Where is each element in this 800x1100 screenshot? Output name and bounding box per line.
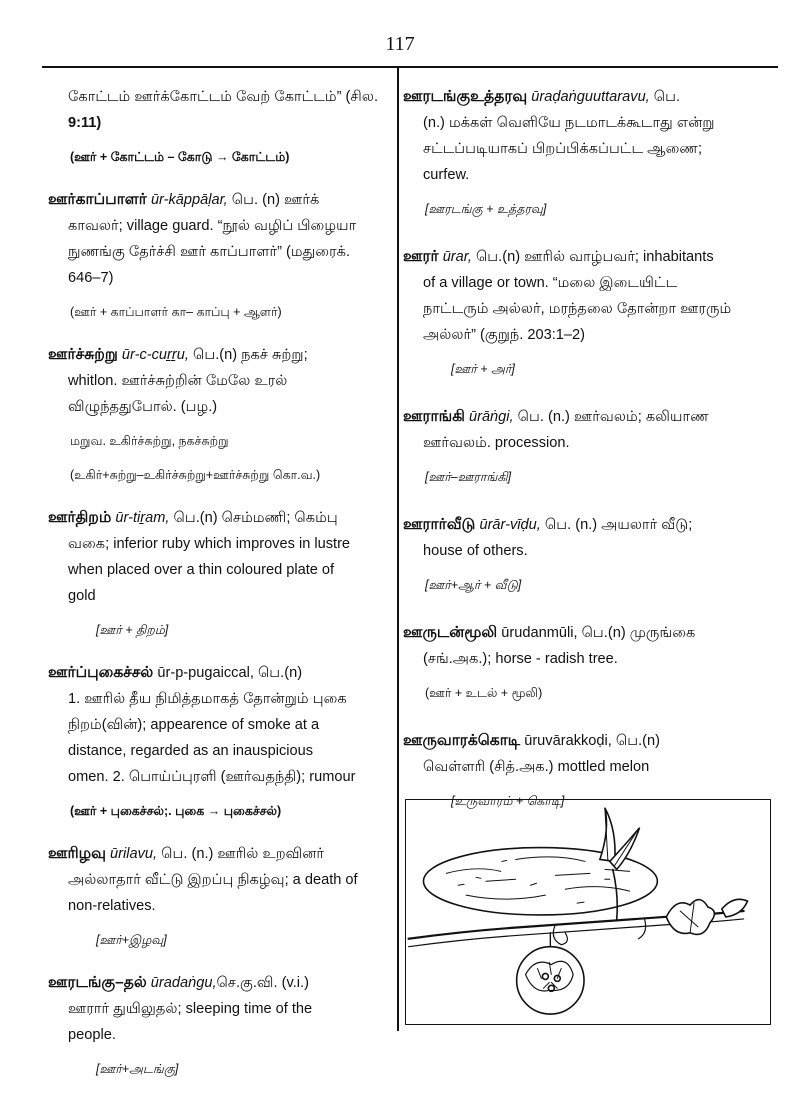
- definition-line: 1. ஊரில் தீய நிமித்தமாகத் தோன்றும் புகை: [68, 691, 347, 707]
- etymology: (உகிர்+சுற்று–உகிர்ச்சுற்று+ஊர்ச்சுற்று கொ.வ.): [70, 468, 321, 482]
- definition-line: when placed over a thin coloured plate of: [68, 562, 335, 578]
- definition: பெ.(n) ஊரில் வாழ்பவர்; inhabitants: [471, 249, 714, 265]
- definition-line: அல்லாதார் வீட்டு இறப்பு நிகழ்வு; a death of: [68, 872, 358, 888]
- continued-citation: 9:11): [68, 115, 102, 131]
- headword: ஊர்காப்பாளர்: [48, 191, 147, 208]
- definition-line: (சங்.அக.); horse - radish tree.: [423, 651, 618, 667]
- page-number: 117: [385, 33, 415, 55]
- definition-line: 646–7): [68, 270, 114, 286]
- etymology: (ஊர் + புகைச்சல்;. புகை → புகைச்சல்): [70, 804, 282, 818]
- headword: ஊருடன்மூலி: [403, 624, 498, 641]
- left-column: [48, 84, 380, 1082]
- definition: பெ.(n): [253, 665, 303, 681]
- definition-line: omen. 2. பொய்ப்புரளி (ஊர்வதந்தி); rumour: [68, 769, 356, 785]
- etymology: [ஊர் + திறம்]: [96, 623, 169, 637]
- definition: பெ. (n.) ஊர்வலம்; கலியாண: [513, 409, 709, 425]
- headword: ஊர்ப்புகைச்சல்: [48, 664, 154, 681]
- definition-line: நாட்டரும் அல்லர், மரந்தலை தோன்றா ஊரரும்: [423, 301, 732, 317]
- etymology: (ஊர் + காப்பாளர் கா– காப்பு + ஆளர்): [70, 305, 282, 319]
- etymology: [ஊர்+ஆர் + வீடு]: [425, 578, 522, 592]
- transliteration: ūrar,: [442, 249, 472, 265]
- right-column: [403, 84, 775, 814]
- headword: ஊர்ச்சுற்று: [48, 346, 118, 363]
- mottled-melon-illustration: [405, 799, 771, 1025]
- definition: பெ.: [649, 89, 681, 105]
- definition-line: gold: [68, 588, 96, 604]
- definition-line: ஊர்வலம். procession.: [423, 435, 570, 451]
- definition-line: வகை; inferior ruby which improves in lustre: [68, 536, 351, 552]
- definition: பெ.(n) செம்மணி; கெம்பு: [169, 510, 338, 526]
- definition: பெ. (n.) அயலார் வீடு;: [540, 517, 693, 533]
- entry-continued: [48, 84, 380, 170]
- headword: ஊரார்வீடு: [403, 516, 476, 533]
- definition-line: people.: [68, 1027, 116, 1043]
- continued-text: கோட்டம் ஊர்க்கோட்டம் வேற் கோட்டம்” (சில.: [68, 89, 379, 105]
- definition: ūruvārakkoḍi, பெ.(n): [520, 733, 660, 749]
- transliteration: ūr-tiṟam,: [115, 510, 170, 526]
- definition-line: விழுந்ததுபோல். (பழ.): [68, 399, 218, 415]
- top-rule: [42, 66, 778, 68]
- headword: ஊரிழவு: [48, 845, 106, 862]
- etymology: (ஊர் + உடல் + மூலி): [425, 686, 543, 700]
- entry-ur-kappalar: [48, 187, 380, 325]
- headword: ஊர்திறம்: [48, 509, 112, 526]
- etymology: [ஊர்+அடங்கு]: [96, 1062, 179, 1076]
- definition: பெ. (n) ஊர்க்: [227, 192, 320, 208]
- definition-line: வெள்ளரி (சித்.அக.) mottled melon: [423, 759, 650, 775]
- headword: ஊராங்கி: [403, 408, 465, 425]
- entry-urudanmuli: [403, 620, 775, 706]
- transliteration: ūr-c-cuṟṟu,: [121, 347, 189, 363]
- definition-line: அல்லர்” (குறுந். 203:1–2): [423, 327, 586, 343]
- definition-line: (n.) மக்கள் வெளியே நடமாடக்கூடாது என்று: [423, 115, 715, 131]
- etymology: [ஊர்–ஊராங்கி]: [425, 470, 512, 484]
- definition: செ.கு.வி. (v.i.): [216, 975, 309, 991]
- definition-line: ஊரார் துயிலுதல்; sleeping time of the: [68, 1001, 313, 1017]
- definition-line: காவலர்; village guard. “நூல் வழிப் பிழையா: [68, 218, 357, 234]
- transliteration: ūrilavu,: [110, 846, 158, 862]
- definition-line: distance, regarded as an inauspicious: [68, 743, 314, 759]
- mottled-melon-icon: [406, 800, 770, 1024]
- etymology: [ஊர்+இழவு]: [96, 933, 167, 947]
- definition: ūrudanmūli, பெ.(n) முருங்கை: [497, 625, 696, 641]
- etymology: [உருவாரம் + கொடி]: [451, 794, 565, 808]
- definition-line: நிறம்(வின்); appearence of smoke at a: [68, 717, 320, 733]
- etymology: [ஊர் + அர்]: [451, 362, 515, 376]
- headword: ஊரடங்குஉத்தரவு: [403, 88, 528, 105]
- headword: ஊரடங்கு–தல்: [48, 974, 147, 991]
- entry-urar-vidu: [403, 512, 775, 598]
- definition-line: of a village or town. “மலை இடையிட்ட: [423, 275, 678, 291]
- definition-line: house of others.: [423, 543, 528, 559]
- etymology: (ஊர் + கோட்டம் – கோடு → கோட்டம்): [70, 150, 290, 164]
- definition-line: non-relatives.: [68, 898, 156, 914]
- headword: ஊருவாரக்கொடி: [403, 732, 521, 749]
- column-divider: [397, 66, 399, 1031]
- entry-ur-p-pugaiccal: [48, 660, 380, 824]
- synonyms: மறுவ. உகிர்ச்சுற்று, நகச்சுற்று: [70, 434, 229, 448]
- entry-urangi: [403, 404, 775, 490]
- definition: பெ. (n.) ஊரில் உறவினர்: [157, 846, 325, 862]
- transliteration: ūr-p-pugaiccal,: [157, 665, 254, 681]
- entry-urilavu: [48, 841, 380, 953]
- entry-uradangu-tal: [48, 970, 380, 1082]
- etymology: [ஊரடங்கு + உத்தரவு]: [425, 202, 547, 216]
- definition-line: curfew.: [423, 167, 470, 183]
- entry-uradangu-uttaravu: [403, 84, 775, 222]
- transliteration: ūr-kāppāḷar,: [150, 192, 228, 208]
- transliteration: ūraḍaṅguuttaravu,: [531, 89, 650, 105]
- headword: ஊரர்: [403, 248, 439, 265]
- definition-line: whitlon. ஊர்ச்சுற்றின் மேலே உரல்: [68, 373, 288, 389]
- definition-line: நுணங்கு தேர்ச்சி ஊர் காப்பாளர்” (மதுரைக்.: [68, 244, 351, 260]
- definition-line: சட்டப்படியாகப் பிறப்பிக்கப்பட்ட ஆணை;: [423, 141, 703, 157]
- transliteration: ūradaṅgu,: [150, 975, 217, 991]
- transliteration: ūrār-vīḍu,: [479, 517, 541, 533]
- entry-ur-tiram: [48, 505, 380, 643]
- transliteration: ūrāṅgi,: [468, 409, 514, 425]
- definition: பெ.(n) நகச் சுற்று;: [188, 347, 308, 363]
- entry-urar: [403, 244, 775, 382]
- entry-ur-c-curru: [48, 342, 380, 488]
